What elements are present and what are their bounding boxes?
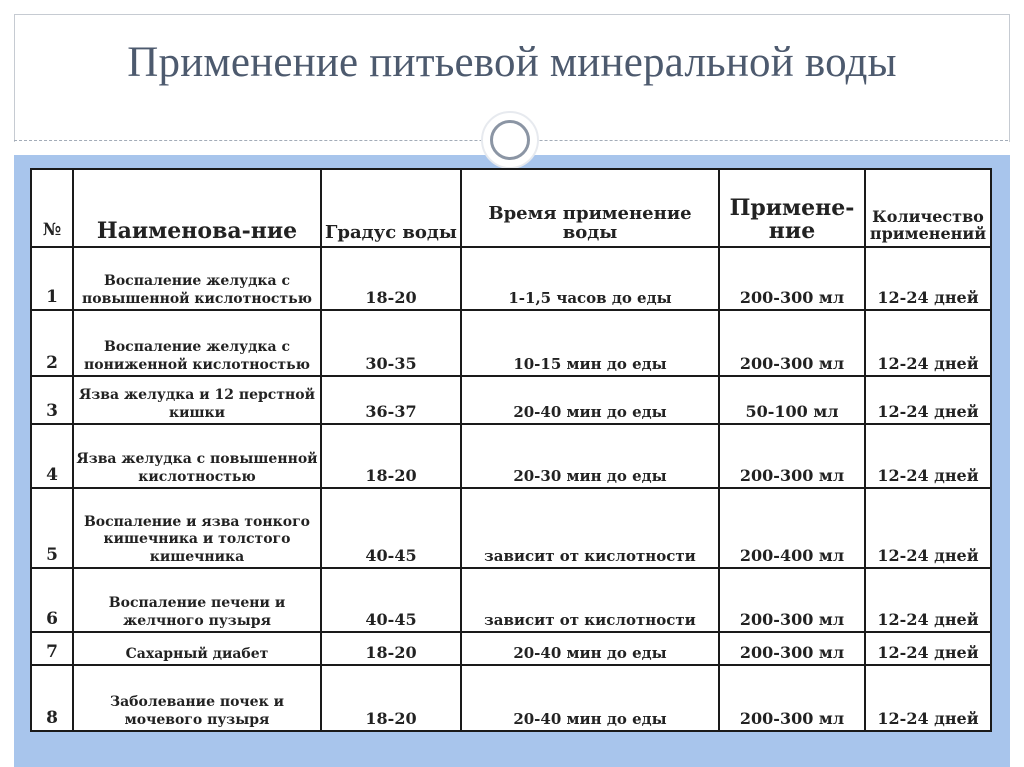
row-dose: 200-400 мл <box>719 488 865 568</box>
row-time: 20-30 мин до еды <box>461 424 719 488</box>
table-row <box>31 632 991 665</box>
row-num: 6 <box>31 568 73 632</box>
row-num: 4 <box>31 424 73 488</box>
row-num: 8 <box>31 665 73 731</box>
mineral-water-table <box>30 168 992 732</box>
row-count: 12-24 дней <box>865 247 991 310</box>
row-temp: 36-37 <box>321 376 461 424</box>
row-num: 5 <box>31 488 73 568</box>
row-time: зависит от кислотности <box>461 488 719 568</box>
row-temp: 40-45 <box>321 488 461 568</box>
row-dose: 200-300 мл <box>719 310 865 376</box>
table-row <box>31 488 991 568</box>
row-time: 1-1,5 часов до еды <box>461 247 719 310</box>
table-row <box>31 568 991 632</box>
row-name: Воспаление желудка с пониженной кислотностью <box>73 310 321 376</box>
row-time: 20-40 мин до еды <box>461 665 719 731</box>
row-time: 10-15 мин до еды <box>461 310 719 376</box>
ring-icon <box>490 120 530 160</box>
row-temp: 30-35 <box>321 310 461 376</box>
table-row <box>31 424 991 488</box>
row-temp: 40-45 <box>321 568 461 632</box>
row-time: зависит от кислотности <box>461 568 719 632</box>
row-temp: 18-20 <box>321 665 461 731</box>
row-count: 12-24 дней <box>865 568 991 632</box>
table-container <box>30 168 990 730</box>
row-num: 2 <box>31 310 73 376</box>
row-time: 20-40 мин до еды <box>461 632 719 665</box>
row-temp: 18-20 <box>321 632 461 665</box>
header-temp: Градус воды <box>321 169 461 247</box>
row-temp: 18-20 <box>321 247 461 310</box>
slide-title: Применение питьевой минеральной воды <box>127 39 897 86</box>
row-count: 12-24 дней <box>865 376 991 424</box>
row-num: 3 <box>31 376 73 424</box>
row-dose: 200-300 мл <box>719 568 865 632</box>
row-count: 12-24 дней <box>865 488 991 568</box>
header-count: Количество применений <box>865 169 991 247</box>
table-row <box>31 665 991 731</box>
row-name: Язва желудка с повышенной кислотностью <box>73 424 321 488</box>
row-dose: 200-300 мл <box>719 424 865 488</box>
row-name: Воспаление и язва тонкого кишечника и толстого кишечника <box>73 488 321 568</box>
row-name: Заболевание почек и мочевого пузыря <box>73 665 321 731</box>
row-dose: 50-100 мл <box>719 376 865 424</box>
table-header-row <box>31 169 991 247</box>
row-count: 12-24 дней <box>865 424 991 488</box>
row-name: Воспаление желудка с повышенной кислотностью <box>73 247 321 310</box>
row-num: 1 <box>31 247 73 310</box>
row-count: 12-24 дней <box>865 632 991 665</box>
decorative-circle-icon <box>481 111 539 169</box>
row-count: 12-24 дней <box>865 310 991 376</box>
row-name: Сахарный диабет <box>73 632 321 665</box>
header-num: № <box>31 169 73 247</box>
row-temp: 18-20 <box>321 424 461 488</box>
row-time: 20-40 мин до еды <box>461 376 719 424</box>
table-row <box>31 247 991 310</box>
row-dose: 200-300 мл <box>719 665 865 731</box>
table-row <box>31 376 991 424</box>
table-row <box>31 310 991 376</box>
row-name: Воспаление печени и желчного пузыря <box>73 568 321 632</box>
header-dose: Примене-ние <box>719 169 865 247</box>
row-num: 7 <box>31 632 73 665</box>
header-name: Наименова-ние <box>73 169 321 247</box>
row-dose: 200-300 мл <box>719 632 865 665</box>
row-dose: 200-300 мл <box>719 247 865 310</box>
row-name: Язва желудка и 12 перстной кишки <box>73 376 321 424</box>
header-time: Время применение воды <box>461 169 719 247</box>
row-count: 12-24 дней <box>865 665 991 731</box>
